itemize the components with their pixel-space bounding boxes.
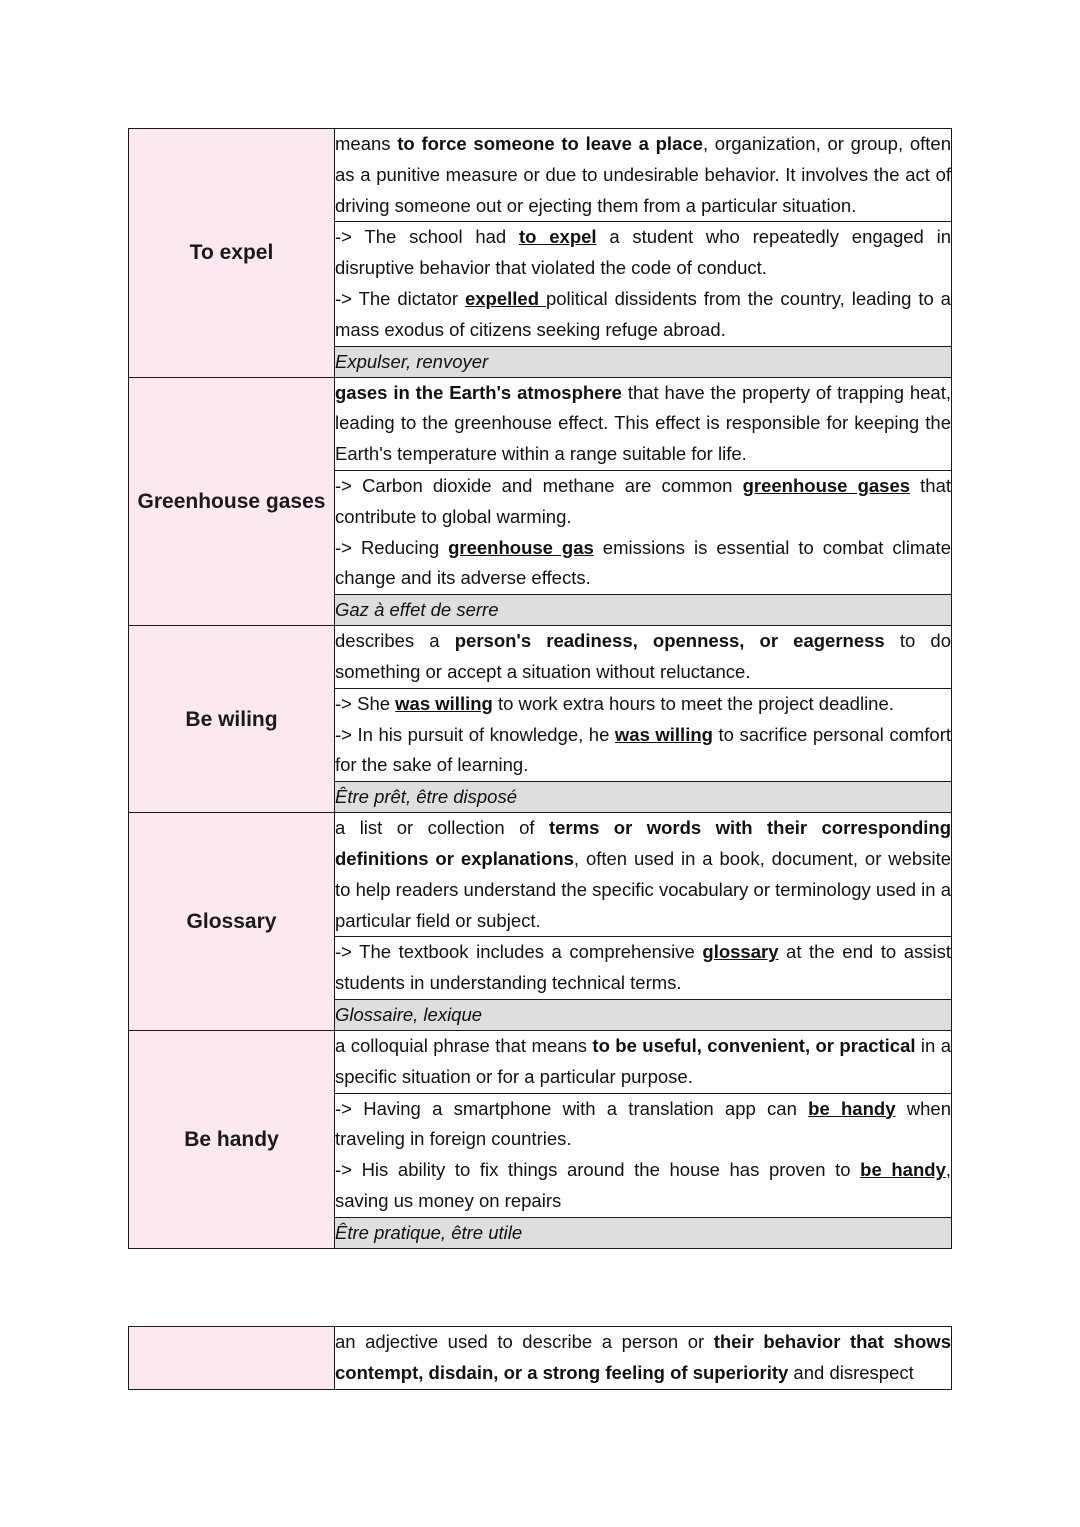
term-label: Be wiling: [185, 707, 278, 731]
term-cell: [129, 813, 335, 1031]
highlighted-term: be handy: [860, 1159, 946, 1181]
definition-cell: [335, 1327, 952, 1390]
text-segment: and disrespect: [788, 1361, 914, 1383]
term-label: Greenhouse gases: [137, 489, 326, 513]
term-cell: [129, 1030, 335, 1248]
text-segment: to work extra hours to meet the project deadline.: [492, 692, 894, 714]
text-segment: , often used in a book, document, or website to help readers understand the specific vocabulary or terminology used in a particular field or subject.: [335, 847, 951, 931]
definition-cell: [335, 377, 952, 470]
examples-cell: [335, 222, 952, 346]
text-segment: -> Having a smartphone with a translation app can: [335, 1097, 809, 1119]
term-label: Glossary: [186, 910, 277, 934]
term-cell: [129, 1327, 335, 1390]
text-segment: a colloquial phrase that means: [335, 1034, 593, 1056]
text-segment: -> The textbook includes a comprehensive: [335, 941, 703, 963]
definition-cell: [335, 129, 952, 222]
example-sentence: [335, 1155, 951, 1217]
term-cell: [129, 626, 335, 813]
text-segment: describes a: [335, 630, 455, 652]
vocabulary-table: [128, 128, 952, 1249]
translation-cell: Expulser, renvoyer: [335, 346, 952, 377]
bold-phrase: to force someone to leave a place: [397, 133, 703, 154]
text-segment: -> Carbon dioxide and methane are common: [335, 474, 743, 496]
bold-phrase: their behavior that shows contempt, disdain, or a strong feeling of superiority: [335, 1331, 951, 1383]
bold-phrase: gases in the Earth's atmosphere: [335, 381, 622, 403]
vocab-row-definition: [129, 626, 952, 689]
translation-cell: Être pratique, être utile: [335, 1217, 952, 1248]
text-segment: an adjective used to describe a person or: [335, 1331, 714, 1352]
translation-cell: Glossaire, lexique: [335, 999, 952, 1030]
text-segment: to sacrifice personal comfort for the sake of learning.: [335, 723, 951, 776]
examples-cell: [335, 937, 952, 1000]
highlighted-term: glossary: [702, 941, 779, 963]
highlighted-term: greenhouse gas: [448, 536, 594, 558]
examples-cell: [335, 470, 952, 594]
vocab-row-definition: [129, 129, 952, 222]
vocab-row-next: [129, 1327, 952, 1390]
text-segment: that contribute to global warming.: [335, 474, 952, 527]
definition-cell: [335, 626, 952, 689]
example-sentence: [335, 471, 951, 533]
text-segment: -> She: [335, 692, 396, 714]
example-sentence: [335, 937, 951, 999]
highlighted-term: to expel: [519, 226, 597, 248]
highlighted-term: be handy: [808, 1097, 896, 1119]
translation-cell: Être prêt, être disposé: [335, 782, 952, 813]
highlighted-term: greenhouse gases: [742, 474, 911, 496]
highlighted-term: was willing: [395, 692, 493, 714]
example-sentence: [335, 284, 951, 346]
highlighted-term: was willing: [614, 723, 713, 745]
term-cell: [129, 129, 335, 378]
text-segment: that have the property of trapping heat, leading to the greenhouse effect. This effect is responsible for keeping the Earth's temperature within a range suitable for life.: [335, 381, 951, 465]
term-label: To expel: [189, 241, 274, 265]
text-segment: political dissidents from the country, leading to a mass exodus of citizens seeking refuge abroad.: [335, 287, 951, 340]
vocabulary-table-continued-body: [129, 1327, 952, 1390]
example-sentence: [335, 1094, 951, 1156]
vocab-row-definition: [129, 813, 952, 937]
text-segment: a list or collection of: [335, 817, 549, 839]
term-label: Be handy: [184, 1127, 279, 1151]
text-segment: a student who repeatedly engaged in disruptive behavior that violated the code of conduct.: [335, 226, 951, 279]
bold-phrase: terms or words with their corresponding definitions or explanations: [335, 817, 952, 869]
example-sentence: [335, 720, 951, 782]
text-segment: , organization, or group, often as a punitive measure or due to undesirable behavior. It involves the act of driving someone out or ejecting them from a particular situation.: [335, 133, 951, 216]
text-segment: to do something or accept a situation without reluctance.: [335, 630, 951, 682]
vocabulary-table-continued: [128, 1326, 952, 1390]
translation-cell: Gaz à effet de serre: [335, 595, 952, 626]
text-segment: -> The school had: [335, 226, 519, 248]
example-sentence: [335, 222, 951, 284]
text-segment: means: [335, 133, 398, 154]
highlighted-term: expelled: [464, 287, 546, 309]
text-segment: , saving us money on repairs: [335, 1159, 951, 1211]
text-segment: -> The dictator: [335, 287, 465, 309]
examples-cell: [335, 1093, 952, 1217]
text-segment: at the end to assist students in understanding technical terms.: [335, 941, 951, 994]
example-sentence: [335, 689, 951, 720]
text-segment: -> In his pursuit of knowledge, he: [335, 723, 615, 745]
text-segment: -> His ability to fix things around the house has proven to: [335, 1159, 861, 1181]
text-segment: in a specific situation or for a particular purpose.: [335, 1034, 951, 1087]
bold-phrase: person's readiness, openness, or eagerness: [454, 630, 885, 652]
text-segment: -> Reducing: [335, 536, 449, 558]
bold-phrase: to be useful, convenient, or practical: [592, 1034, 916, 1056]
vocab-row-definition: [129, 1030, 952, 1093]
definition-cell: [335, 1030, 952, 1093]
definition-cell: [335, 813, 952, 937]
term-cell: [129, 377, 335, 626]
examples-cell: [335, 688, 952, 781]
vocabulary-table-body: [129, 129, 952, 1249]
example-sentence: [335, 533, 951, 595]
text-segment: when traveling in foreign countries.: [335, 1097, 951, 1150]
vocab-row-definition: [129, 377, 952, 470]
text-segment: emissions is essential to combat climate change and its adverse effects.: [335, 536, 951, 589]
